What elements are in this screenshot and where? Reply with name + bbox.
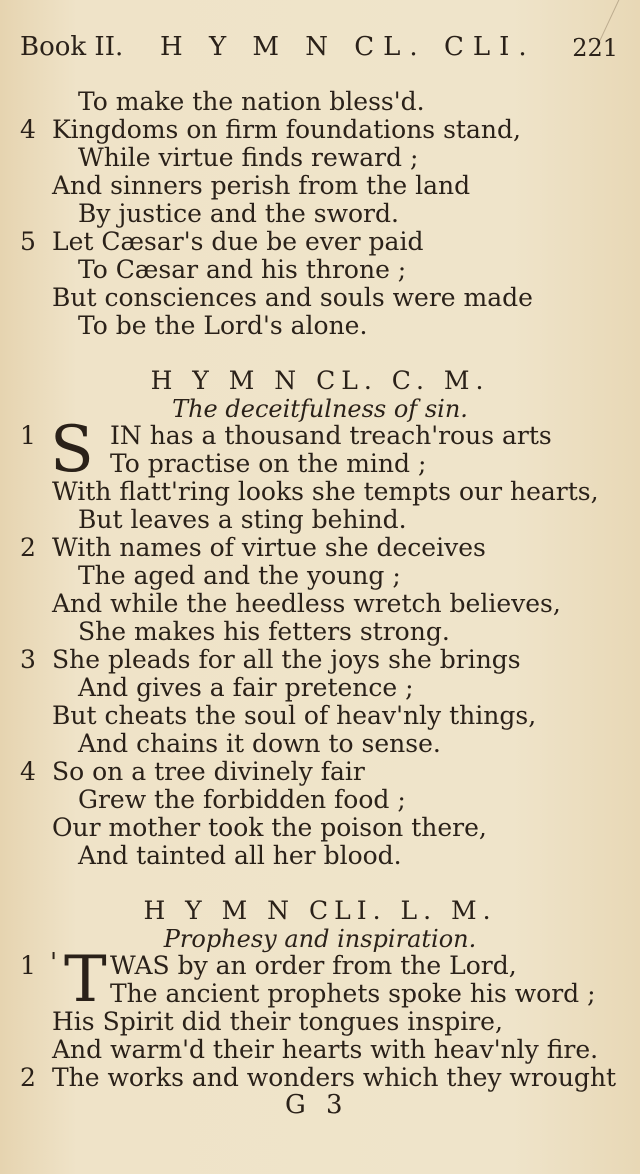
verse-number: 2 bbox=[20, 533, 36, 562]
hymn-subtitle: The deceitfulness of sin. bbox=[172, 395, 468, 423]
signature-mark: G 3 bbox=[285, 1090, 349, 1120]
book-label: Book II. bbox=[20, 32, 124, 62]
verse-number: 3 bbox=[20, 645, 36, 674]
verse-number: 1 bbox=[20, 951, 36, 980]
drop-cap: T bbox=[64, 943, 107, 1017]
drop-cap: S bbox=[50, 413, 94, 487]
verse-number: 4 bbox=[20, 757, 36, 786]
page-number: 221 bbox=[572, 34, 618, 62]
verse-number: 4 bbox=[20, 115, 36, 144]
verse-number: 1 bbox=[20, 421, 36, 450]
verse-number: 5 bbox=[20, 227, 36, 256]
header-title: H Y M N CL. CLI. bbox=[160, 32, 536, 62]
hymn-heading: H Y M N CL. C. M. bbox=[150, 366, 490, 395]
opening-quote: ' bbox=[50, 948, 58, 978]
running-header bbox=[0, 32, 640, 72]
hymn-heading: H Y M N CLI. L. M. bbox=[143, 896, 497, 925]
verse-number: 2 bbox=[20, 1063, 36, 1092]
hymn-subtitle: Prophesy and inspiration. bbox=[163, 925, 477, 953]
book-page: Book II. H Y M N CL. CLI. 221 To make the nation bless'd. 4 Kingdoms on firm foundations stand, While virtue finds reward ; And sinners perish from the land By justice and the sword. 5 Let Cæsar's due be ever paid To Cæsar and his throne ; But consciences and souls were made To be the Lord's alone. H Y M N CL. C. M. The deceitfulness of sin. 1 IN has a thousand treach'rous arts S To practise on the mind ; With flatt'ring looks she tempts our hearts, But leaves a sting behind. 2 With names of virtue she deceives The aged and the young ; And while the heedless wretch believes, She makes his fetters strong. 3 She pleads for all the joys she brings And gives a fair pretence ; But cheats the soul of heav'nly things, And chains it down to sense. 4 So on a tree divinely fair Grew the forbidden food ; Our mother took the poison there, And tainted all her blood. H Y M N CLI. L. M. Prophesy and inspiration. 1 WAS by an order from the Lord, ' T The ancient prophets spoke his word ; His Spirit did their tongues inspire, And warm'd their hearts with heav'nly fire. 2 The works and wonders which they wrought G 3 bbox=[0, 0, 640, 1174]
